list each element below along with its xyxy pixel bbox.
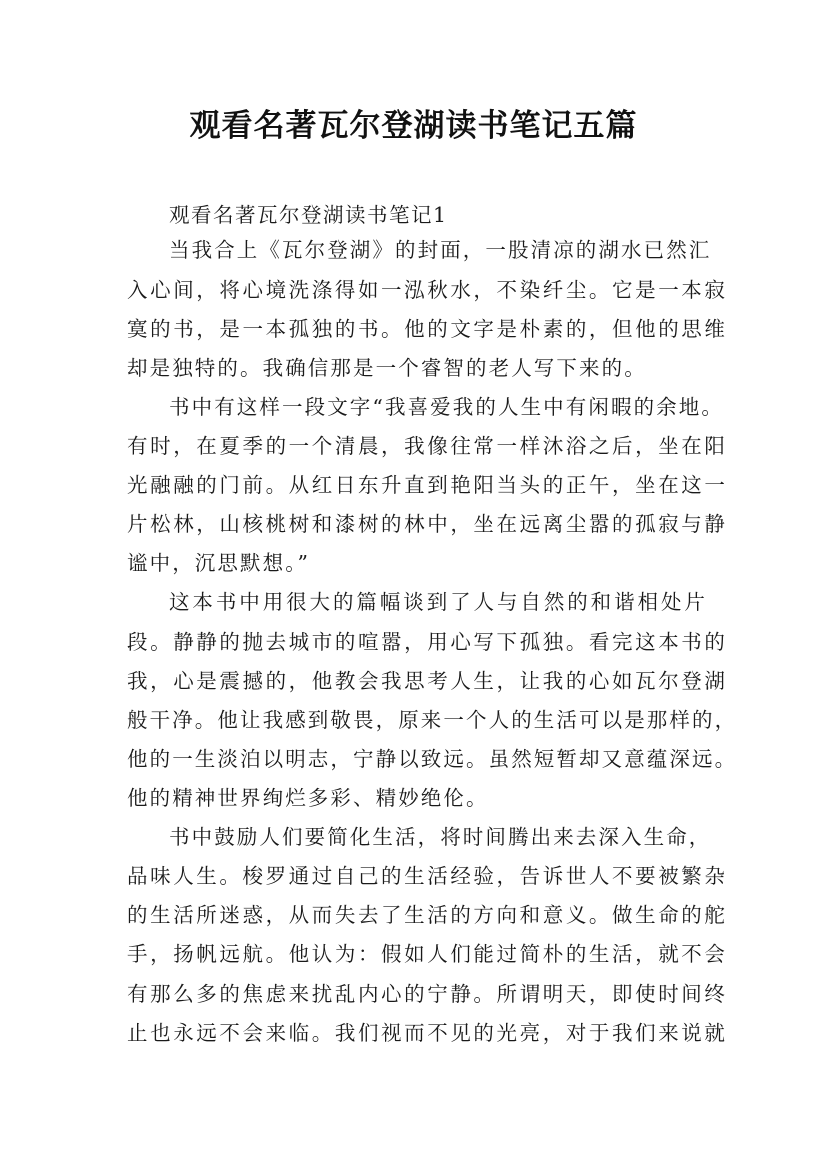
paragraph-line: 止也永远不会来临。我们视而不见的光亮，对于我们来说就 bbox=[127, 1021, 727, 1045]
paragraph-line: 却是独特的。我确信那是一个睿智的老人写下来的。 bbox=[127, 356, 647, 380]
paragraph-line: 片松林，山核桃树和漆树的林中，坐在远离尘嚣的孤寂与静 bbox=[127, 512, 727, 536]
section-heading: 观看名著瓦尔登湖读书笔记1 bbox=[169, 203, 448, 227]
paragraph-line: 他的一生淡泊以明志，宁静以致远。虽然短暂却又意蕴深远。 bbox=[127, 747, 738, 771]
paragraph-line: 手，扬帆远航。他认为：假如人们能过简朴的生活，就不会 bbox=[127, 942, 727, 966]
paragraph-line: 段。静静的抛去城市的喧嚣，用心写下孤独。看完这本书的 bbox=[127, 630, 727, 654]
paragraph-line: 他的精神世界绚烂多彩、精妙绝伦。 bbox=[127, 786, 489, 810]
paragraph-line: 谧中，沉思默想。” bbox=[127, 551, 311, 575]
paragraph-line: 入心间，将心境洗涤得如一泓秋水，不染纤尘。它是一本寂 bbox=[127, 278, 727, 302]
paragraph-line: 这本书中用很大的篇幅谈到了人与自然的和谐相处片 bbox=[169, 590, 707, 614]
paragraph-line: 有时，在夏季的一个清晨，我像往常一样沐浴之后，坐在阳 bbox=[127, 434, 727, 458]
paragraph-line: 光融融的门前。从红日东升直到艳阳当头的正午，坐在这一 bbox=[127, 473, 727, 497]
paragraph-line: 的生活所迷惑，从而失去了生活的方向和意义。做生命的舵 bbox=[127, 903, 727, 927]
paragraph-line: 品味人生。梭罗通过自己的生活经验，告诉世人不要被繁杂 bbox=[127, 864, 727, 888]
paragraph-line: 书中有这样一段文字“我喜爱我的人生中有闲暇的余地。 bbox=[169, 395, 724, 419]
paragraph-line: 当我合上《瓦尔登湖》的封面，一股清凉的湖水已然汇 bbox=[169, 238, 712, 262]
document-title: 观看名著瓦尔登湖读书笔记五篇 bbox=[189, 108, 638, 144]
paragraph-line: 我，心是震撼的，他教会我思考人生，让我的心如瓦尔登湖 bbox=[127, 669, 727, 693]
paragraph-line: 书中鼓励人们要简化生活，将时间腾出来去深入生命， bbox=[169, 825, 712, 849]
paragraph-line: 般干净。他让我感到敬畏，原来一个人的生活可以是那样的， bbox=[127, 708, 738, 732]
paragraph-line: 寞的书，是一本孤独的书。他的文字是朴素的，但他的思维 bbox=[127, 317, 727, 341]
paragraph-line: 有那么多的焦虑来扰乱内心的宁静。所谓明天，即使时间终 bbox=[127, 982, 727, 1006]
